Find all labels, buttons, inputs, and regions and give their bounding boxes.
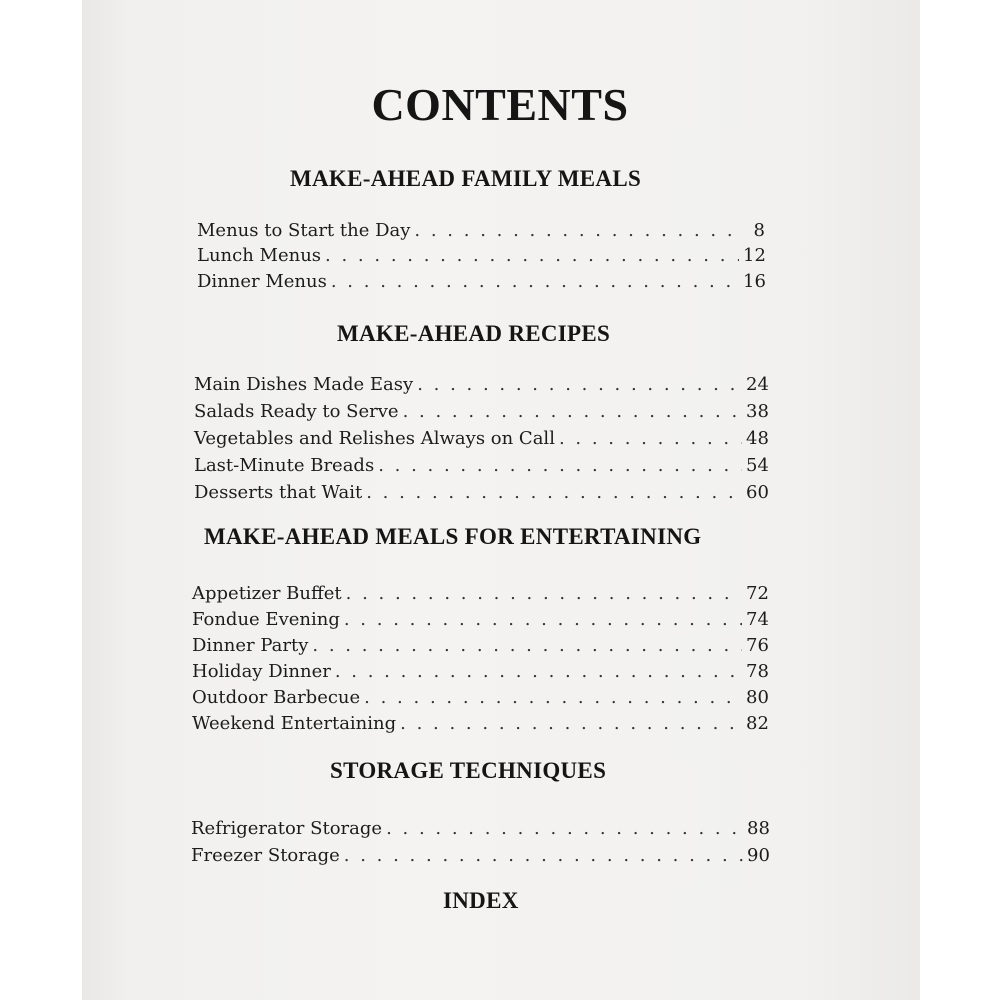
toc-entry[interactable] xyxy=(194,482,768,508)
dot-leader xyxy=(364,687,742,708)
dot-leader xyxy=(346,583,742,604)
toc-entry[interactable] xyxy=(191,818,769,844)
toc-entry-label: Vegetables and Relishes Always on Call xyxy=(194,428,555,449)
toc-entry-page: 54 xyxy=(746,455,769,476)
toc-entry-page: 12 xyxy=(743,245,766,266)
toc-entry[interactable] xyxy=(192,687,768,713)
toc-entry[interactable] xyxy=(197,271,765,297)
dot-leader xyxy=(414,220,739,241)
section-heading-storage: STORAGE TECHNIQUES xyxy=(330,758,607,783)
toc-entry-page: 88 xyxy=(747,818,770,839)
section-heading-entertaining: MAKE-AHEAD MEALS FOR ENTERTAINING xyxy=(204,524,702,549)
toc-entry-label: Refrigerator Storage xyxy=(191,818,383,839)
toc-entry-page: 48 xyxy=(746,428,769,449)
dot-leader xyxy=(378,455,742,476)
toc-entry-page: 72 xyxy=(746,583,769,604)
toc-entry-label: Dinner Party xyxy=(192,635,309,656)
page-title: CONTENTS xyxy=(371,79,629,130)
toc-entry-page: 16 xyxy=(743,271,766,292)
toc-entry-label: Appetizer Buffet xyxy=(192,583,342,604)
toc-entry-page: 24 xyxy=(746,374,769,395)
toc-entry[interactable] xyxy=(194,455,768,481)
toc-entry-page: 8 xyxy=(753,220,765,241)
dot-leader xyxy=(344,845,743,866)
toc-entry-page: 74 xyxy=(746,609,769,630)
toc-entry-page: 80 xyxy=(746,687,769,708)
toc-entry-label: Holiday Dinner xyxy=(192,661,331,682)
section-heading-recipes: MAKE-AHEAD RECIPES xyxy=(337,321,611,346)
dot-leader xyxy=(335,661,742,682)
toc-entry[interactable] xyxy=(192,713,768,739)
toc-entry[interactable] xyxy=(194,401,768,427)
dot-leader xyxy=(386,818,743,839)
dot-leader xyxy=(325,245,739,266)
toc-entry-label: Fondue Evening xyxy=(192,609,340,630)
toc-entry-label: Last-Minute Breads xyxy=(194,455,375,476)
section-heading-family-meals: MAKE-AHEAD FAMILY MEALS xyxy=(290,166,642,191)
index-heading[interactable]: INDEX xyxy=(443,888,519,913)
toc-entry[interactable] xyxy=(197,245,765,271)
toc-entry[interactable] xyxy=(192,609,768,635)
dot-leader xyxy=(417,374,742,395)
toc-entry-page: 60 xyxy=(746,482,769,503)
toc-entry-label: Desserts that Wait xyxy=(194,482,363,503)
dot-leader xyxy=(344,609,742,630)
toc-entry-page: 76 xyxy=(746,635,769,656)
toc-entry[interactable] xyxy=(194,374,768,400)
toc-entry[interactable] xyxy=(192,661,768,687)
dot-leader xyxy=(403,401,742,422)
toc-entry-label: Dinner Menus xyxy=(197,271,327,292)
toc-entry-page: 78 xyxy=(746,661,769,682)
dot-leader xyxy=(366,482,742,503)
dot-leader xyxy=(400,713,742,734)
toc-entry-label: Weekend Entertaining xyxy=(192,713,397,734)
toc-entry-label: Outdoor Barbecue xyxy=(192,687,361,708)
dot-leader xyxy=(331,271,739,292)
toc-entry-label: Salads Ready to Serve xyxy=(194,401,399,422)
toc-entry[interactable] xyxy=(197,220,765,246)
toc-entry-label: Menus to Start the Day xyxy=(197,220,411,241)
toc-entry[interactable] xyxy=(192,583,768,609)
toc-entry-label: Freezer Storage xyxy=(191,845,340,866)
toc-entry[interactable] xyxy=(192,635,768,661)
toc-entry-page: 38 xyxy=(746,401,769,422)
toc-entry-label: Main Dishes Made Easy xyxy=(194,374,414,395)
toc-entry[interactable] xyxy=(194,428,768,454)
dot-leader xyxy=(559,428,742,449)
dot-leader xyxy=(312,635,742,656)
toc-entry-page: 82 xyxy=(746,713,769,734)
toc-entry-page: 90 xyxy=(747,845,770,866)
toc-entry[interactable] xyxy=(191,845,769,871)
toc-entry-label: Lunch Menus xyxy=(197,245,322,266)
